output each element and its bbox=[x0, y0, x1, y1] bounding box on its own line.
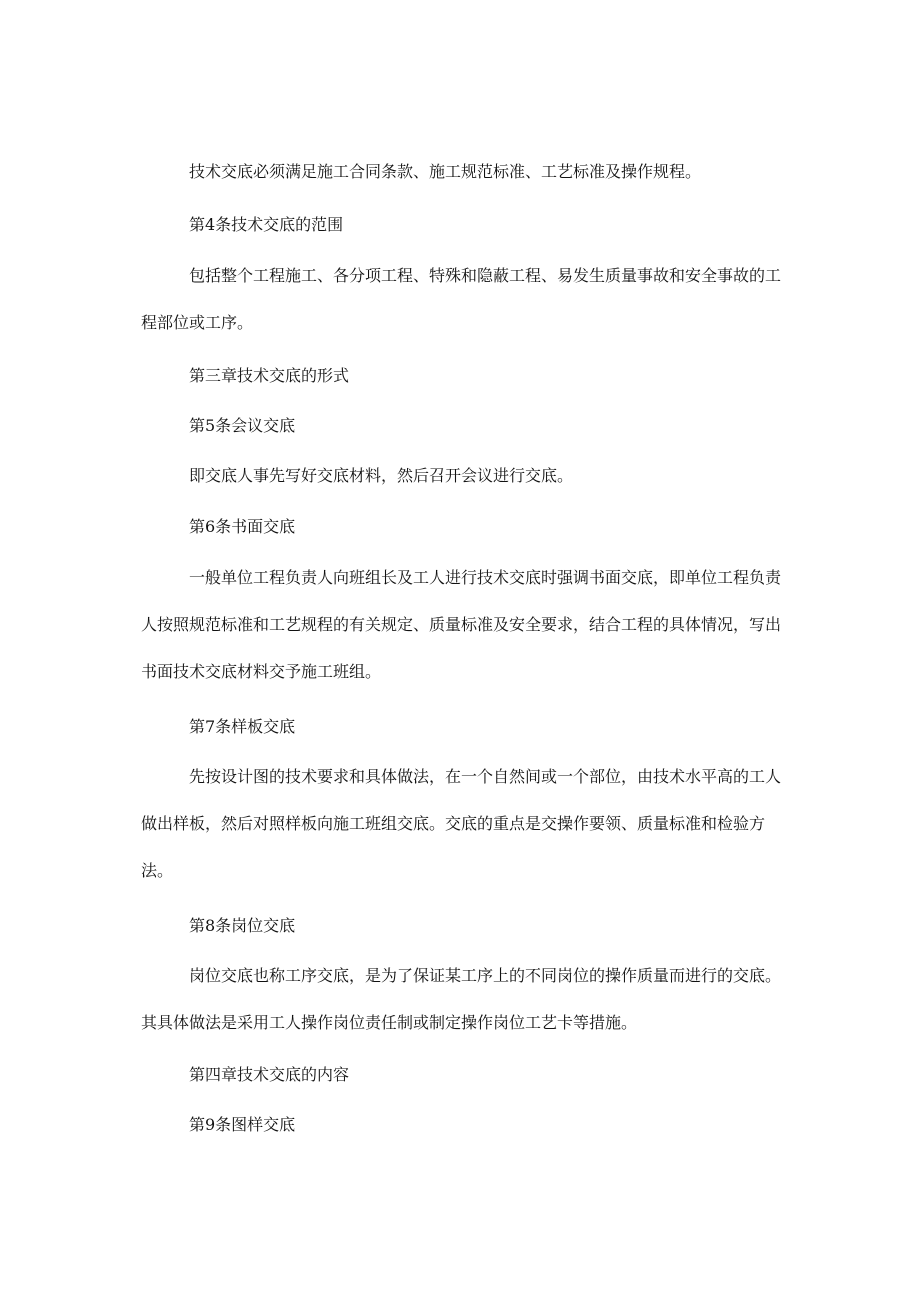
paragraph-requirement: 技术交底必须满足施工合同条款、施工规范标准、工艺标准及操作规程。 bbox=[189, 162, 702, 181]
heading-article-7: 第7条样板交底 bbox=[189, 717, 296, 736]
paragraph-scope: 包括整个工程施工、各分项工程、特殊和隐蔽工程、易发生质量事故和安全事故的工程部位或工序。 bbox=[141, 266, 782, 332]
heading-chapter-4: 第四章技术交底的内容 bbox=[189, 1065, 350, 1084]
paragraph-post-briefing: 岗位交底也称工序交底，是为了保证某工序上的不同岗位的操作质量而进行的交底。其具体做法是采用工人操作岗位责任制或制定操作岗位工艺卡等措施。 bbox=[141, 966, 782, 1032]
paragraph-meeting-briefing: 即交底人事先写好交底材料，然后召开会议进行交底。 bbox=[189, 466, 574, 485]
heading-article-8: 第8条岗位交底 bbox=[189, 916, 296, 935]
heading-article-6: 第6条书面交底 bbox=[189, 517, 296, 536]
paragraph-sample-briefing: 先按设计图的技术要求和具体做法，在一个自然间或一个部位，由技术水平高的工人做出样板，然后对照样板向施工班组交底。交底的重点是交操作要领、质量标准和检验方法。 bbox=[141, 767, 782, 880]
paragraph-written-briefing: 一般单位工程负责人向班组长及工人进行技术交底时强调书面交底，即单位工程负责人按照规范标准和工艺规程的有关规定、质量标准及安全要求，结合工程的具体情况，写出书面技术交底材料交予施工班组。 bbox=[141, 568, 782, 681]
heading-article-9: 第9条图样交底 bbox=[189, 1115, 296, 1134]
heading-chapter-3: 第三章技术交底的形式 bbox=[189, 366, 350, 385]
heading-article-4: 第4条技术交底的范围 bbox=[189, 215, 344, 234]
heading-article-5: 第5条会议交底 bbox=[189, 416, 296, 435]
